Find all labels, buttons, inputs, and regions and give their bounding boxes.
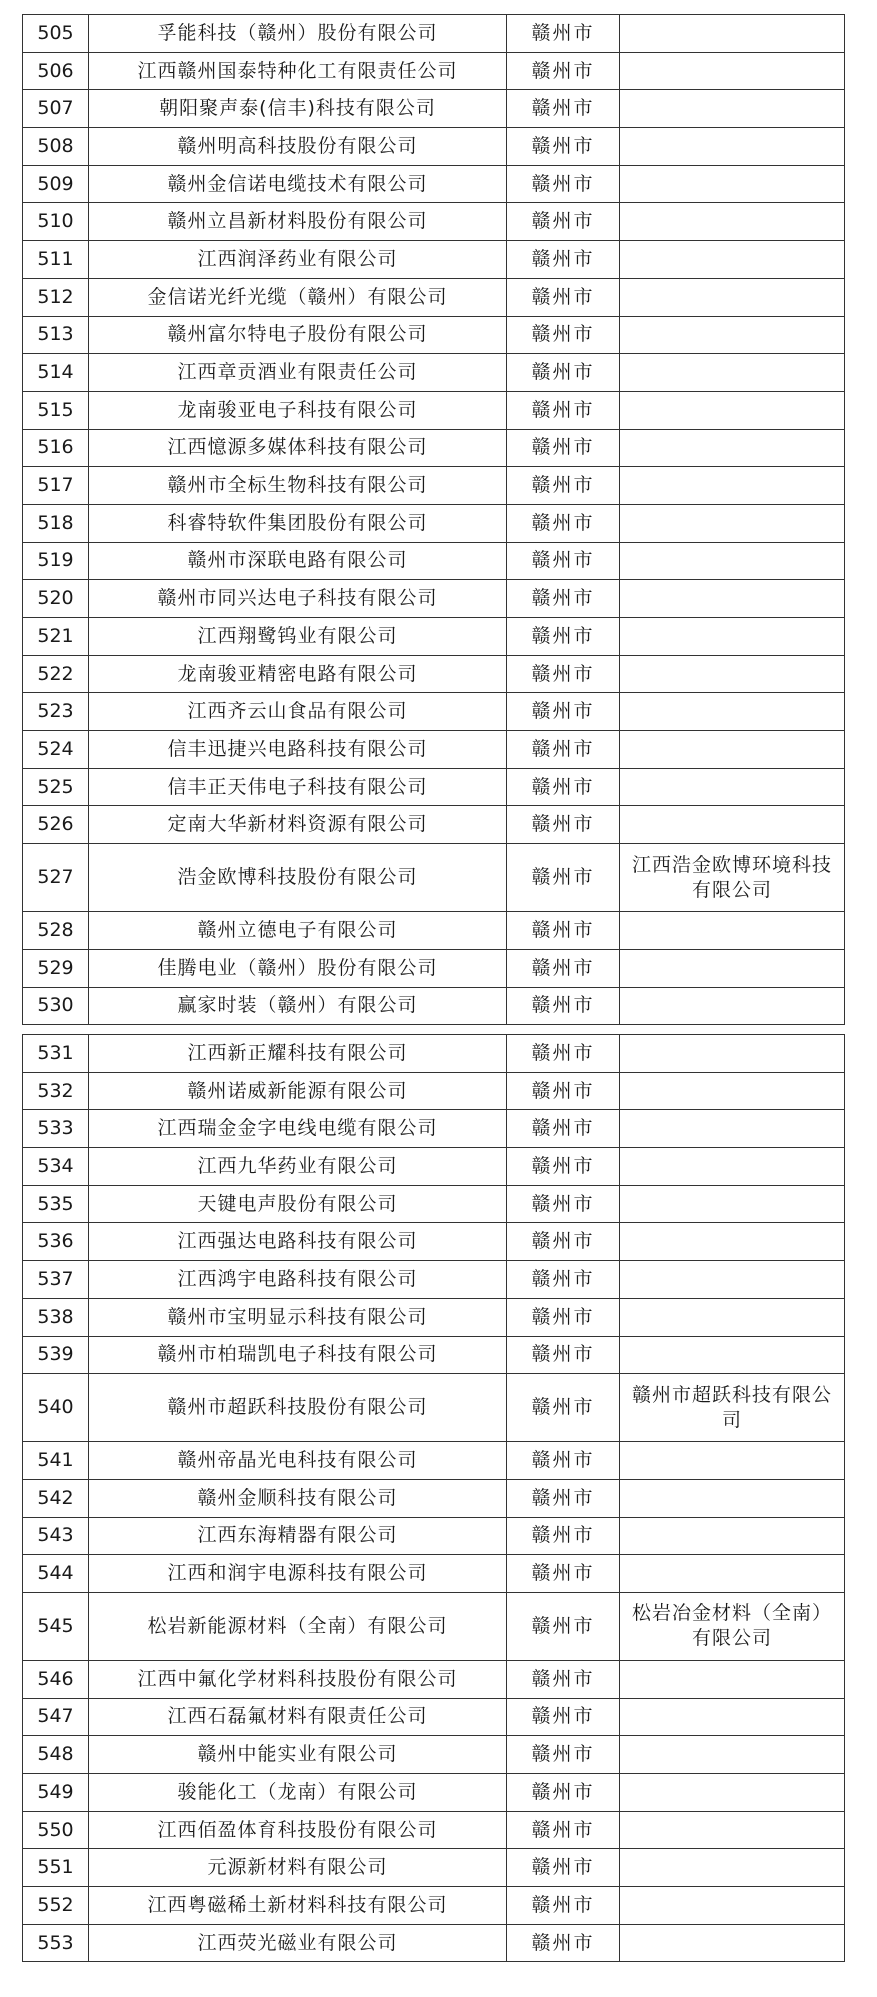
row-number: 517: [23, 467, 89, 505]
company-name: 江西和润宇电源科技有限公司: [89, 1555, 507, 1593]
table-row: [23, 1887, 845, 1925]
row-number: 536: [23, 1223, 89, 1261]
table-row: [23, 1736, 845, 1774]
row-number: 551: [23, 1849, 89, 1887]
row-number: 549: [23, 1774, 89, 1812]
table-row: [23, 1811, 845, 1849]
parent-company: [620, 504, 845, 542]
table-row: [23, 693, 845, 731]
city-name: 赣州市: [507, 1185, 620, 1223]
company-name: 赣州市全标生物科技有限公司: [89, 467, 507, 505]
city-name: 赣州市: [507, 768, 620, 806]
row-number: 512: [23, 278, 89, 316]
company-name: 浩金欧博科技股份有限公司: [89, 844, 507, 912]
company-name: 江西荧光磁业有限公司: [89, 1924, 507, 1962]
city-name: 赣州市: [507, 1298, 620, 1336]
row-number: 540: [23, 1374, 89, 1442]
company-name: 赣州市宝明显示科技有限公司: [89, 1298, 507, 1336]
table-row: [23, 731, 845, 769]
row-number: 519: [23, 542, 89, 580]
row-number: 538: [23, 1298, 89, 1336]
row-number: 532: [23, 1072, 89, 1110]
company-name: 江西强达电路科技有限公司: [89, 1223, 507, 1261]
city-name: 赣州市: [507, 429, 620, 467]
table-row: [23, 1849, 845, 1887]
city-name: 赣州市: [507, 278, 620, 316]
parent-company: [620, 1148, 845, 1186]
city-name: 赣州市: [507, 1660, 620, 1698]
table-row: [23, 1592, 845, 1660]
row-number: 525: [23, 768, 89, 806]
row-number: 531: [23, 1035, 89, 1073]
table-row: [23, 504, 845, 542]
company-table-bottom: [22, 1034, 844, 1962]
parent-company: [620, 1555, 845, 1593]
row-number: 548: [23, 1736, 89, 1774]
row-number: 539: [23, 1336, 89, 1374]
parent-company: [620, 1811, 845, 1849]
city-name: 赣州市: [507, 1035, 620, 1073]
row-number: 508: [23, 128, 89, 166]
row-number: 516: [23, 429, 89, 467]
table-row: [23, 203, 845, 241]
company-name: 科睿特软件集团股份有限公司: [89, 504, 507, 542]
city-name: 赣州市: [507, 1442, 620, 1480]
city-name: 赣州市: [507, 1072, 620, 1110]
city-name: 赣州市: [507, 542, 620, 580]
company-name: 赣州中能实业有限公司: [89, 1736, 507, 1774]
city-name: 赣州市: [507, 504, 620, 542]
company-name: 定南大华新材料资源有限公司: [89, 806, 507, 844]
parent-company: [620, 1110, 845, 1148]
row-number: 534: [23, 1148, 89, 1186]
row-number: 520: [23, 580, 89, 618]
table-row: [23, 278, 845, 316]
city-name: 赣州市: [507, 128, 620, 166]
city-name: 赣州市: [507, 1517, 620, 1555]
company-name: 江西鸿宇电路科技有限公司: [89, 1261, 507, 1299]
table-row: [23, 1442, 845, 1480]
city-name: 赣州市: [507, 1110, 620, 1148]
table-row: [23, 354, 845, 392]
row-number: 542: [23, 1479, 89, 1517]
parent-company: [620, 1849, 845, 1887]
table-body: [23, 1035, 845, 1962]
table-row: [23, 542, 845, 580]
table-row: [23, 52, 845, 90]
city-name: 赣州市: [507, 1924, 620, 1962]
company-name: 江西翔鹭钨业有限公司: [89, 618, 507, 656]
parent-company: [620, 90, 845, 128]
table-row: [23, 949, 845, 987]
company-name: 赣州帝晶光电科技有限公司: [89, 1442, 507, 1480]
row-number: 537: [23, 1261, 89, 1299]
city-name: 赣州市: [507, 693, 620, 731]
row-number: 506: [23, 52, 89, 90]
table-row: [23, 391, 845, 429]
company-name: 赣州诺威新能源有限公司: [89, 1072, 507, 1110]
table-row: [23, 1374, 845, 1442]
company-name: 江西中氟化学材料科技股份有限公司: [89, 1660, 507, 1698]
company-name: 江西赣州国泰特种化工有限责任公司: [89, 52, 507, 90]
company-name: 赣州富尔特电子股份有限公司: [89, 316, 507, 354]
company-name: 赣州明高科技股份有限公司: [89, 128, 507, 166]
city-name: 赣州市: [507, 987, 620, 1025]
company-name: 元源新材料有限公司: [89, 1849, 507, 1887]
company-name: 江西齐云山食品有限公司: [89, 693, 507, 731]
city-name: 赣州市: [507, 912, 620, 950]
city-name: 赣州市: [507, 1555, 620, 1593]
city-name: 赣州市: [507, 731, 620, 769]
city-name: 赣州市: [507, 1698, 620, 1736]
company-name: 骏能化工（龙南）有限公司: [89, 1774, 507, 1812]
company-name: 赢家时装（赣州）有限公司: [89, 987, 507, 1025]
city-name: 赣州市: [507, 354, 620, 392]
parent-company: [620, 949, 845, 987]
table-row: [23, 655, 845, 693]
company-table-top: [22, 14, 844, 1025]
table-row: [23, 618, 845, 656]
company-name: 天键电声股份有限公司: [89, 1185, 507, 1223]
parent-company: [620, 1660, 845, 1698]
parent-company: [620, 128, 845, 166]
company-name: 佳腾电业（赣州）股份有限公司: [89, 949, 507, 987]
parent-company: [620, 1736, 845, 1774]
parent-company: [620, 1698, 845, 1736]
table-row: [23, 912, 845, 950]
table-row: [23, 1924, 845, 1962]
company-name: 信丰迅捷兴电路科技有限公司: [89, 731, 507, 769]
city-name: 赣州市: [507, 52, 620, 90]
table-row: [23, 1555, 845, 1593]
row-number: 515: [23, 391, 89, 429]
city-name: 赣州市: [507, 165, 620, 203]
company-name: 朝阳聚声泰(信丰)科技有限公司: [89, 90, 507, 128]
city-name: 赣州市: [507, 1479, 620, 1517]
parent-company: [620, 52, 845, 90]
table-row: [23, 316, 845, 354]
table-row: [23, 1185, 845, 1223]
parent-company: [620, 1517, 845, 1555]
row-number: 550: [23, 1811, 89, 1849]
row-number: 530: [23, 987, 89, 1025]
city-name: 赣州市: [507, 467, 620, 505]
table-row: [23, 1698, 845, 1736]
table-row: [23, 1774, 845, 1812]
table-row: [23, 1660, 845, 1698]
table-row: [23, 768, 845, 806]
parent-company: [620, 1887, 845, 1925]
company-name: 赣州市深联电路有限公司: [89, 542, 507, 580]
company-name: 江西石磊氟材料有限责任公司: [89, 1698, 507, 1736]
row-number: 546: [23, 1660, 89, 1698]
row-number: 518: [23, 504, 89, 542]
city-name: 赣州市: [507, 1849, 620, 1887]
parent-company: [620, 1185, 845, 1223]
parent-company: [620, 542, 845, 580]
parent-company: [620, 768, 845, 806]
row-number: 514: [23, 354, 89, 392]
city-name: 赣州市: [507, 1261, 620, 1299]
row-number: 527: [23, 844, 89, 912]
row-number: 544: [23, 1555, 89, 1593]
parent-company: [620, 693, 845, 731]
parent-company: [620, 912, 845, 950]
table-row: [23, 1110, 845, 1148]
table-row: [23, 90, 845, 128]
parent-company: 赣州市超跃科技有限公司: [620, 1374, 845, 1442]
parent-company: [620, 618, 845, 656]
parent-company: [620, 203, 845, 241]
row-number: 507: [23, 90, 89, 128]
row-number: 513: [23, 316, 89, 354]
company-name: 赣州市超跃科技股份有限公司: [89, 1374, 507, 1442]
parent-company: [620, 580, 845, 618]
table-row: [23, 15, 845, 53]
parent-company: [620, 1072, 845, 1110]
parent-company: [620, 165, 845, 203]
company-name: 龙南骏亚电子科技有限公司: [89, 391, 507, 429]
city-name: 赣州市: [507, 15, 620, 53]
company-name: 江西九华药业有限公司: [89, 1148, 507, 1186]
city-name: 赣州市: [507, 1223, 620, 1261]
parent-company: [620, 1035, 845, 1073]
row-number: 545: [23, 1592, 89, 1660]
parent-company: [620, 655, 845, 693]
row-number: 543: [23, 1517, 89, 1555]
parent-company: [620, 1774, 845, 1812]
table-row: [23, 1336, 845, 1374]
row-number: 526: [23, 806, 89, 844]
company-name: 信丰正天伟电子科技有限公司: [89, 768, 507, 806]
company-name: 江西东海精器有限公司: [89, 1517, 507, 1555]
city-name: 赣州市: [507, 391, 620, 429]
table-row: [23, 1517, 845, 1555]
city-name: 赣州市: [507, 241, 620, 279]
parent-company: [620, 1261, 845, 1299]
row-number: 535: [23, 1185, 89, 1223]
parent-company: [620, 241, 845, 279]
parent-company: [620, 15, 845, 53]
row-number: 510: [23, 203, 89, 241]
table-row: [23, 467, 845, 505]
parent-company: [620, 1442, 845, 1480]
row-number: 541: [23, 1442, 89, 1480]
parent-company: [620, 391, 845, 429]
row-number: 521: [23, 618, 89, 656]
company-name: 江西粤磁稀土新材料科技有限公司: [89, 1887, 507, 1925]
city-name: 赣州市: [507, 806, 620, 844]
city-name: 赣州市: [507, 618, 620, 656]
city-name: 赣州市: [507, 1774, 620, 1812]
table-row: [23, 580, 845, 618]
company-name: 江西佰盈体育科技股份有限公司: [89, 1811, 507, 1849]
table-row: [23, 429, 845, 467]
table-row: [23, 165, 845, 203]
row-number: 524: [23, 731, 89, 769]
parent-company: [620, 429, 845, 467]
table-row: [23, 128, 845, 166]
table-row: [23, 1223, 845, 1261]
parent-company: 江西浩金欧博环境科技有限公司: [620, 844, 845, 912]
parent-company: 松岩冶金材料（全南）有限公司: [620, 1592, 845, 1660]
table-row: [23, 1298, 845, 1336]
table-body: [23, 15, 845, 1025]
row-number: 553: [23, 1924, 89, 1962]
city-name: 赣州市: [507, 316, 620, 354]
parent-company: [620, 316, 845, 354]
parent-company: [620, 731, 845, 769]
city-name: 赣州市: [507, 1374, 620, 1442]
parent-company: [620, 806, 845, 844]
company-name: 江西憶源多媒体科技有限公司: [89, 429, 507, 467]
table-row: [23, 806, 845, 844]
parent-company: [620, 354, 845, 392]
company-name: 赣州金顺科技有限公司: [89, 1479, 507, 1517]
parent-company: [620, 1336, 845, 1374]
row-number: 505: [23, 15, 89, 53]
parent-company: [620, 1298, 845, 1336]
city-name: 赣州市: [507, 203, 620, 241]
company-name: 金信诺光纤光缆（赣州）有限公司: [89, 278, 507, 316]
company-name: 赣州立德电子有限公司: [89, 912, 507, 950]
table-row: [23, 987, 845, 1025]
row-number: 552: [23, 1887, 89, 1925]
company-name: 赣州金信诺电缆技术有限公司: [89, 165, 507, 203]
table-row: [23, 1261, 845, 1299]
city-name: 赣州市: [507, 1336, 620, 1374]
row-number: 547: [23, 1698, 89, 1736]
city-name: 赣州市: [507, 949, 620, 987]
company-name: 松岩新能源材料（全南）有限公司: [89, 1592, 507, 1660]
company-name: 江西润泽药业有限公司: [89, 241, 507, 279]
city-name: 赣州市: [507, 1811, 620, 1849]
city-name: 赣州市: [507, 655, 620, 693]
company-name: 孚能科技（赣州）股份有限公司: [89, 15, 507, 53]
table-row: [23, 1148, 845, 1186]
parent-company: [620, 1924, 845, 1962]
table-row: [23, 844, 845, 912]
city-name: 赣州市: [507, 580, 620, 618]
parent-company: [620, 1479, 845, 1517]
company-name: 江西新正耀科技有限公司: [89, 1035, 507, 1073]
parent-company: [620, 1223, 845, 1261]
city-name: 赣州市: [507, 1148, 620, 1186]
company-name: 江西瑞金金字电线电缆有限公司: [89, 1110, 507, 1148]
company-name: 赣州市同兴达电子科技有限公司: [89, 580, 507, 618]
row-number: 528: [23, 912, 89, 950]
row-number: 523: [23, 693, 89, 731]
table-row: [23, 241, 845, 279]
company-name: 龙南骏亚精密电路有限公司: [89, 655, 507, 693]
table-row: [23, 1072, 845, 1110]
row-number: 511: [23, 241, 89, 279]
table-row: [23, 1035, 845, 1073]
company-name: 赣州立昌新材料股份有限公司: [89, 203, 507, 241]
row-number: 533: [23, 1110, 89, 1148]
city-name: 赣州市: [507, 90, 620, 128]
row-number: 529: [23, 949, 89, 987]
city-name: 赣州市: [507, 844, 620, 912]
city-name: 赣州市: [507, 1887, 620, 1925]
row-number: 509: [23, 165, 89, 203]
company-name: 赣州市柏瑞凯电子科技有限公司: [89, 1336, 507, 1374]
company-name: 江西章贡酒业有限责任公司: [89, 354, 507, 392]
row-number: 522: [23, 655, 89, 693]
city-name: 赣州市: [507, 1736, 620, 1774]
city-name: 赣州市: [507, 1592, 620, 1660]
table-row: [23, 1479, 845, 1517]
parent-company: [620, 987, 845, 1025]
parent-company: [620, 467, 845, 505]
parent-company: [620, 278, 845, 316]
